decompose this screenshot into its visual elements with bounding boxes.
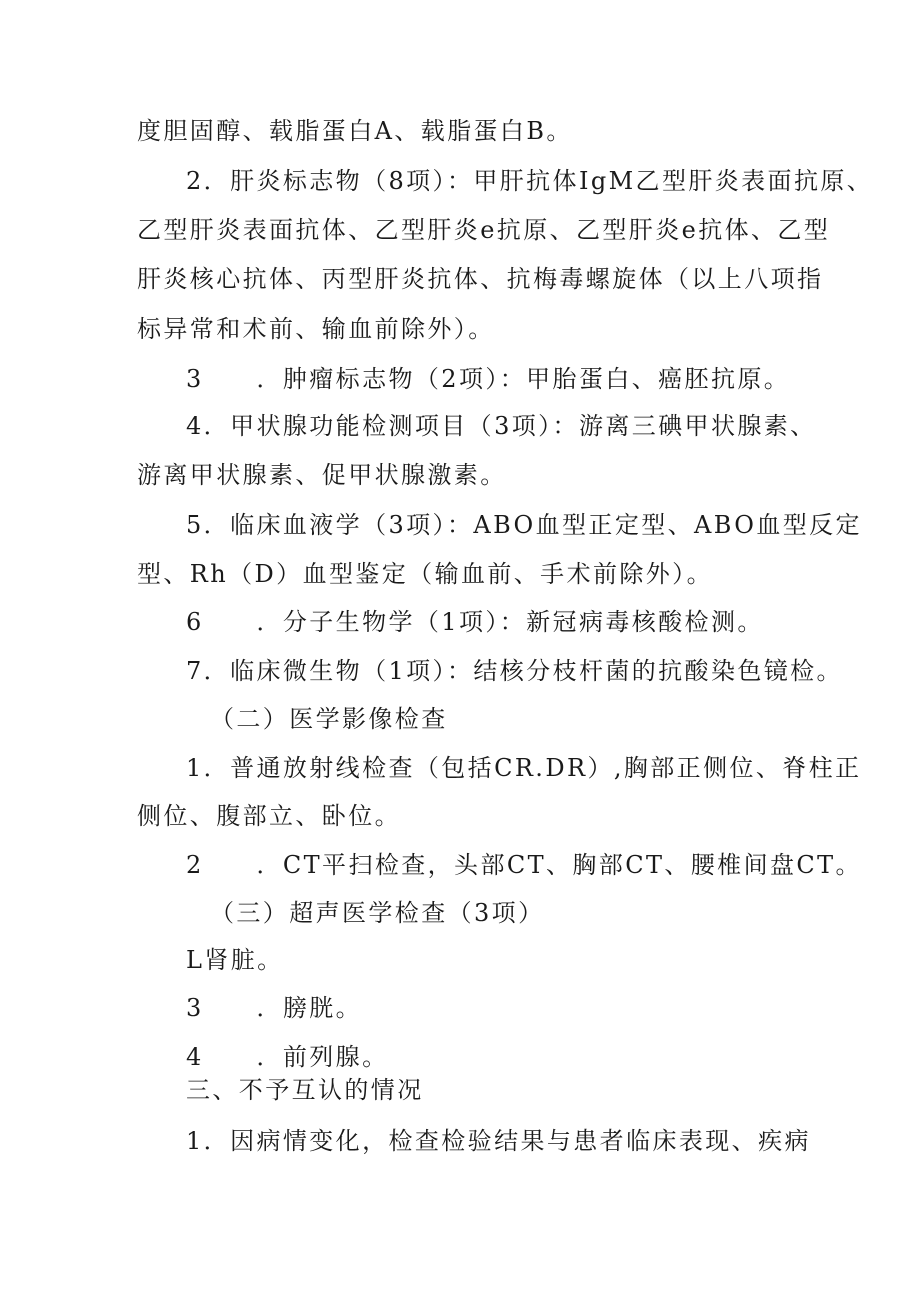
- section-heading-imaging: （二）医学影像检查: [210, 705, 448, 733]
- text-line-8: 游离甲状腺素、促甲状腺激素。: [137, 461, 507, 489]
- text-line-5: 标异常和术前、输血前除外）。: [137, 315, 495, 343]
- text-line-4: 肝炎核心抗体、丙型肝炎抗体、抗梅毒螺旋体（以上八项指: [137, 265, 824, 293]
- text-line-3: 乙型肝炎表面抗体、乙型肝炎e抗原、乙型肝炎e抗体、乙型: [137, 216, 831, 244]
- text-line-11: 6 ．分子生物学（1项）：新冠病毒核酸检测。: [186, 608, 764, 636]
- text-line-2: 2．肝炎标志物（8项）：甲肝抗体IgM乙型肝炎表面抗原、: [186, 167, 874, 195]
- text-line-22: 1．因病情变化，检查检验结果与患者临床表现、疾病: [186, 1127, 811, 1155]
- text-line-1: 度胆固醇、载脂蛋白A、载脂蛋白B。: [137, 117, 573, 145]
- text-line-10: 型、Rh（D）血型鉴定（输血前、手术前除外）。: [137, 560, 713, 588]
- text-line-6: 3 ．肿瘤标志物（2项）：甲胎蛋白、癌胚抗原。: [186, 365, 791, 393]
- text-line-15: 侧位、腹部立、卧位。: [137, 802, 401, 830]
- text-line-9: 5．临床血液学（3项）：ABO血型正定型、ABO血型反定: [186, 511, 862, 539]
- text-line-16: 2 ．CT平扫检查，头部CT、胸部CT、腰椎间盘CT。: [186, 851, 862, 879]
- section-heading-ultrasound: （三）超声医学检查（3项）: [210, 899, 545, 927]
- text-line-19: 3 ．膀胱。: [186, 994, 363, 1022]
- section-heading-exclusions: 三、不予互认的情况: [186, 1076, 424, 1104]
- text-line-20: 4 ．前列腺。: [186, 1043, 389, 1071]
- text-line-18: L肾脏。: [186, 946, 284, 974]
- text-line-12: 7．临床微生物（1项）：结核分枝杆菌的抗酸染色镜检。: [186, 657, 843, 685]
- text-line-14: 1．普通放射线检查（包括CR.DR）,胸部正侧位、脊柱正: [186, 754, 862, 782]
- text-line-7: 4．甲状腺功能检测项目（3项）：游离三碘甲状腺素、: [186, 412, 817, 440]
